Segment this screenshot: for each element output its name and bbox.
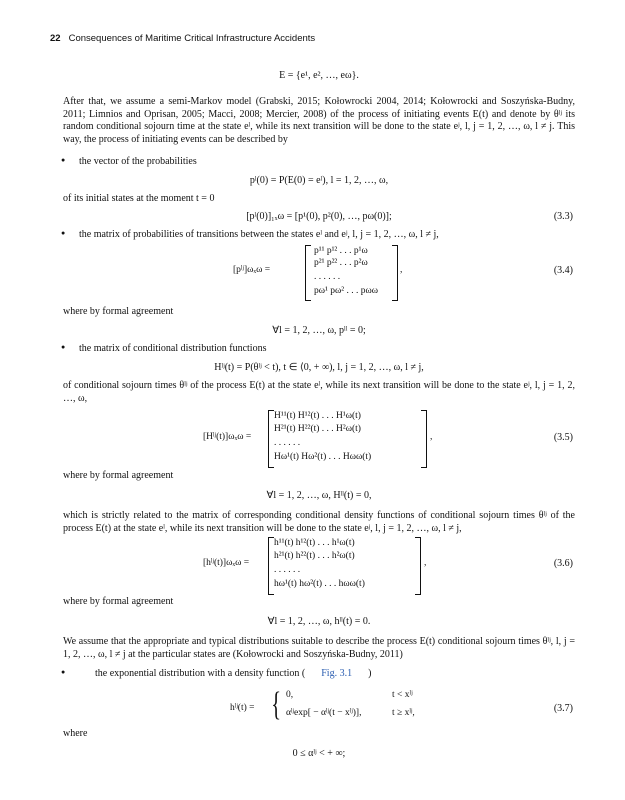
equation-pll: ∀l = 1, 2, …, ω, pˡˡ = 0; — [272, 325, 366, 336]
matrix-comma: , — [430, 432, 433, 442]
matrix-3-5-lhs: [Hˡʲ(t)]ωₓω = — [203, 432, 252, 442]
matrix-row: hω¹(t) hω²(t) . . . hωω(t) — [274, 579, 365, 589]
matrix-row: h¹¹(t) h¹²(t) . . . h¹ω(t) — [274, 538, 355, 548]
equation-number-3-3: (3.3) — [553, 211, 573, 222]
matrix-bracket-right — [415, 537, 421, 595]
matrix-row: . . . . . . — [274, 565, 301, 575]
matrix-comma: , — [424, 558, 427, 568]
brace-icon: { — [271, 686, 282, 723]
bullet-conditional-distribution: ● the matrix of conditional distribution functions — [63, 343, 266, 354]
matrix-comma: , — [400, 265, 403, 275]
equation-p0: pˡ(0) = P(E(0) = eˡ), l = 1, 2, …, ω, — [249, 175, 389, 186]
running-header — [50, 33, 315, 44]
equation-number-3-7: (3.7) — [553, 703, 573, 714]
matrix-row: Hω¹(t) Hω²(t) . . . Hωω(t) — [274, 452, 372, 462]
equation-hll: ∀l = 1, 2, …, ω, hˡˡ(t) = 0. — [267, 616, 371, 627]
paragraph-sojourn: of conditional sojourn times θˡʲ of the process E(t) at the state eˡ, while its next transition will be done to the state eʲ, l, j = 1, 2, …, ω, — [63, 380, 575, 404]
where-agreement-3: where by formal agreement — [63, 596, 174, 607]
matrix-bracket-left — [305, 245, 311, 301]
equation-number-3-5: (3.5) — [553, 432, 573, 443]
equation-3-7-case2: αˡʲexp[ − αˡʲ(t − xˡʲ)], — [286, 708, 362, 718]
equation-number-3-4: (3.4) — [553, 265, 573, 276]
text-initial-states: of its initial states at the moment t = 0 — [63, 193, 215, 204]
equation-3-7-lhs: hˡʲ(t) = — [230, 703, 255, 713]
matrix-row: H²¹(t) H²²(t) . . . H²ω(t) — [274, 424, 361, 434]
matrix-row: p¹¹ p¹² . . . p¹ω — [314, 246, 368, 256]
figure-link[interactable]: Fig. 3.1 — [321, 668, 353, 679]
equation-number-3-6: (3.6) — [553, 558, 573, 569]
equation-alpha: 0 ≤ αˡʲ < + ∞; — [292, 748, 346, 759]
equation-3-7-cond1: t < xˡʲ — [392, 690, 413, 700]
matrix-bracket-right — [392, 245, 398, 301]
matrix-bracket-right — [421, 410, 427, 468]
page-number: 22 — [50, 33, 61, 44]
equation-3-7-case1: 0, — [286, 690, 294, 700]
equation-3-3: [pˡ(0)]₁ₓω = [p¹(0), p²(0), …, pω(0)]; — [246, 211, 392, 222]
equation-Hll: ∀l = 1, 2, …, ω, Hˡˡ(t) = 0, — [266, 490, 372, 501]
matrix-row: pω¹ pω² . . . pωω — [314, 286, 378, 296]
matrix-row: . . . . . . — [274, 438, 301, 448]
paragraph-semi-markov: After that, we assume a semi-Markov model (Grabski, 2015; Kołowrocki 2004, 2014; Kołowrocki and Soszyńska-Budny, 2011; Limnios and Oprisan, 2005; Macci, 2008; Mercier, 2008) of the process of initiating events E(t) and denote by θˡʲ its random conditional sojourn time at the state eˡ, while its next transition will be done to the state eʲ, l, j = 1, 2, …, ω, l ≠ j. This way, the process of initiating events can be described by — [63, 96, 575, 145]
matrix-3-6-lhs: [hˡʲ(t)]ωₓω = — [203, 558, 250, 568]
paragraph-assume: We assume that the appropriate and typical distributions suitable to describe the process E(t) conditional sojourn times θˡʲ, l, j = 1, 2, …, ω, l ≠ j at the particular states are (Kołowrocki and Soszyńska-Budny, 2011) — [63, 636, 575, 660]
paragraph-density: which is strictly related to the matrix of corresponding conditional density functions of conditional sojourn times θˡʲ of the process E(t) at the state eˡ, while its next transition will be done to the state eʲ, l, j = 1, 2, …, ω, l ≠ j, — [63, 510, 575, 534]
matrix-row: h²¹(t) h²²(t) . . . h²ω(t) — [274, 551, 355, 561]
where-4: where — [63, 728, 88, 739]
bullet-vector-probabilities: ● the vector of the probabilities — [63, 156, 197, 167]
bullet-transition-matrix: ● the matrix of probabilities of transitions between the states eˡ and eʲ, l, j = 1, 2, …, ω, l ≠ j, — [63, 229, 439, 240]
equation-H: Hˡʲ(t) = P(θˡʲ < t), t ∈ ⟨0, + ∞), l, j = 1, 2, …, ω, l ≠ j, — [214, 362, 424, 373]
matrix-row: H¹¹(t) H¹²(t) . . . H¹ω(t) — [274, 411, 361, 421]
where-agreement-2: where by formal agreement — [63, 470, 174, 481]
matrix-row: p²¹ p²² . . . p²ω — [314, 258, 368, 268]
matrix-3-4-lhs: [pˡʲ]ωₓω = — [233, 265, 271, 275]
equation-E: E = {e¹, e², …, eω}. — [279, 70, 359, 81]
running-title: Consequences of Maritime Critical Infrastructure Accidents — [68, 33, 316, 44]
equation-3-7-cond2: t ≥ xˡʲ, — [392, 708, 415, 718]
bullet-exponential: ● the exponential distribution with a density function ( Fig. 3.1 ) — [63, 668, 371, 679]
matrix-row: . . . . . . — [314, 272, 341, 282]
where-agreement-1: where by formal agreement — [63, 306, 174, 317]
